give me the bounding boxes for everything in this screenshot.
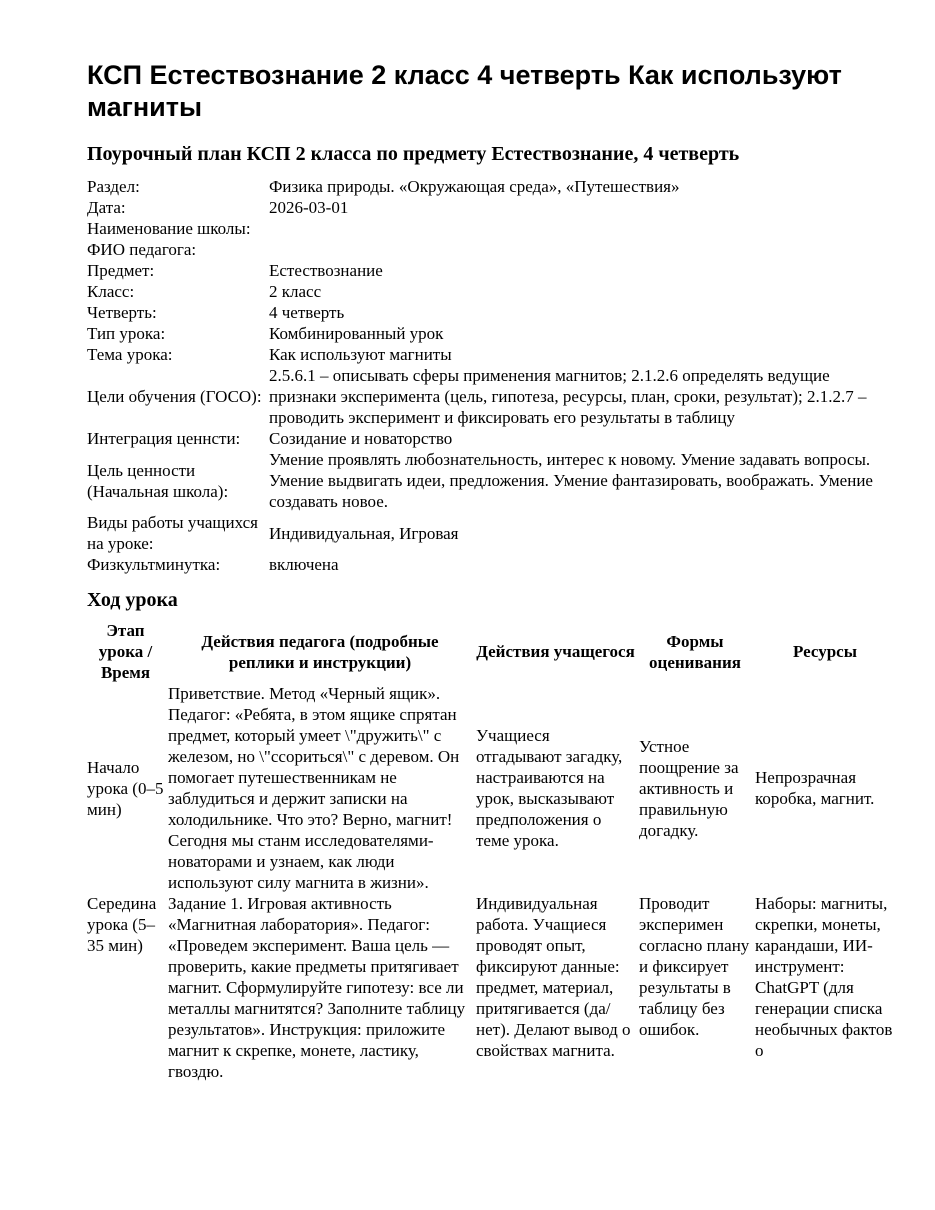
info-row	[85, 302, 883, 323]
info-key: ФИО педагога:	[87, 240, 197, 259]
resources-cell: Наборы: магниты, скрепки, монеты, карандаши, ИИ-инструмент: ChatGPT (для генерации списка необычных фактов о	[755, 894, 893, 1060]
info-value	[267, 239, 883, 260]
info-key: Класс:	[87, 282, 135, 301]
info-key: Предмет:	[87, 261, 155, 280]
stage-cell: Середина урока (5–35 мин)	[87, 894, 157, 955]
table-row	[85, 683, 897, 893]
info-row	[85, 323, 883, 344]
info-row	[85, 260, 883, 281]
info-row	[85, 428, 883, 449]
assessment-cell: Устное поощрение за активность и правильную догадку.	[639, 736, 739, 840]
info-key: Четверть:	[87, 303, 157, 322]
info-row	[85, 218, 883, 239]
info-key: Наименование школы:	[87, 219, 251, 238]
column-header: Формы оценивания	[649, 631, 741, 672]
info-row	[85, 239, 883, 260]
info-value: 2 класс	[269, 282, 322, 301]
info-value: Умение проявлять любознательность, интерес к новому. Умение задавать вопросы. Умение выдвигать идеи, предложения. Умение фантазировать, воображать. Умение создавать новое.	[269, 450, 873, 511]
lesson-info-table	[85, 176, 883, 575]
info-value: Комбинированный урок	[269, 324, 444, 343]
info-value: Естествознание	[269, 261, 383, 280]
info-key: Дата:	[87, 198, 126, 217]
section-heading: Ход урока	[87, 589, 178, 611]
info-value: 2.5.6.1 – описывать сферы применения магнитов; 2.1.2.6 определять ведущие признаки эксперимента (цель, гипотеза, ресурсы, план, сроки, результат); 2.1.2.7 – проводить эксперимент и фиксировать его результаты в таблицу	[269, 366, 867, 427]
info-value	[267, 218, 883, 239]
info-value: Как используют магниты	[269, 345, 452, 364]
lesson-flow-table	[85, 620, 897, 1082]
info-row	[85, 197, 883, 218]
student-actions-cell: Индивидуальная работа. Учащиеся проводят опыт, фиксируют данные: предмет, материал, притягивается (да/нет). Делают вывод о свойствах магнита.	[476, 894, 631, 1060]
info-row	[85, 281, 883, 302]
info-key: Цели обучения (ГОСО):	[87, 387, 262, 406]
info-row	[85, 176, 883, 197]
info-key: Виды работы учащихся на уроке:	[87, 513, 258, 553]
info-key: Тип урока:	[87, 324, 166, 343]
info-value: Индивидуальная, Игровая	[269, 523, 459, 543]
info-value: включена	[269, 555, 339, 574]
student-actions-cell: Учащиеся отгадывают загадку, настраиваются на урок, высказывают предположения о теме урока.	[476, 726, 623, 850]
info-row	[85, 512, 883, 554]
teacher-actions-cell: Задание 1. Игровая активность «Магнитная лаборатория». Педагог: «Проведем эксперимент. Ваша цель — проверить, какие предметы притягивает магнит. Сформулируйте гипотезу: все ли металлы магнитятся? Заполните таблицу результатов». Инструкция: приложите магнит к скрепке, монете, ластику, гвоздю.	[168, 894, 466, 1081]
stage-cell: Начало урока (0–5 мин)	[87, 757, 164, 819]
info-value: 4 четверть	[269, 303, 345, 322]
info-key: Цель ценности (Начальная школа):	[87, 460, 229, 501]
info-value: Созидание и новаторство	[269, 429, 453, 448]
column-header: Этап урока / Время	[98, 621, 153, 682]
info-key: Тема урока:	[87, 345, 173, 364]
page-title: КСП Естествознание 2 класс 4 четверть Как используют магниты	[87, 60, 842, 122]
column-header: Действия учащегося	[476, 642, 635, 661]
info-key: Интеграция ценнсти:	[87, 429, 241, 448]
column-header: Ресурсы	[792, 642, 857, 661]
info-row	[85, 344, 883, 365]
info-value: Физика природы. «Окружающая среда», «Путешествия»	[269, 177, 680, 196]
plan-subtitle: Поурочный план КСП 2 класса по предмету Естествознание, 4 четверть	[87, 143, 740, 165]
table-row	[85, 893, 897, 1082]
info-row	[85, 365, 883, 428]
info-value: 2026-03-01	[269, 198, 349, 217]
column-header: Действия педагога (подробные реплики и инструкции)	[201, 631, 439, 672]
assessment-cell: Проводит эксперимен согласно плану и фиксирует результаты в таблицу без ошибок.	[639, 894, 750, 1039]
info-row	[85, 449, 883, 512]
resources-cell: Непрозрачная коробка, магнит.	[755, 768, 875, 808]
info-row	[85, 554, 883, 575]
info-key: Физкультминутка:	[87, 555, 221, 574]
table-header-row	[85, 620, 897, 683]
teacher-actions-cell: Приветствие. Метод «Черный ящик». Педагог: «Ребята, в этом ящике спрятан предмет, который умеет \"дружить\" с железом, но \"ссориться\" с деревом. Он помогает путешественникам не заблудиться и держит записки на холодильнике. Что это? Верно, магнит! Сегодня мы станм исследователями-новаторами и узнаем, как люди используют силу магнита в жизни».	[168, 684, 460, 892]
info-key: Раздел:	[87, 177, 140, 196]
